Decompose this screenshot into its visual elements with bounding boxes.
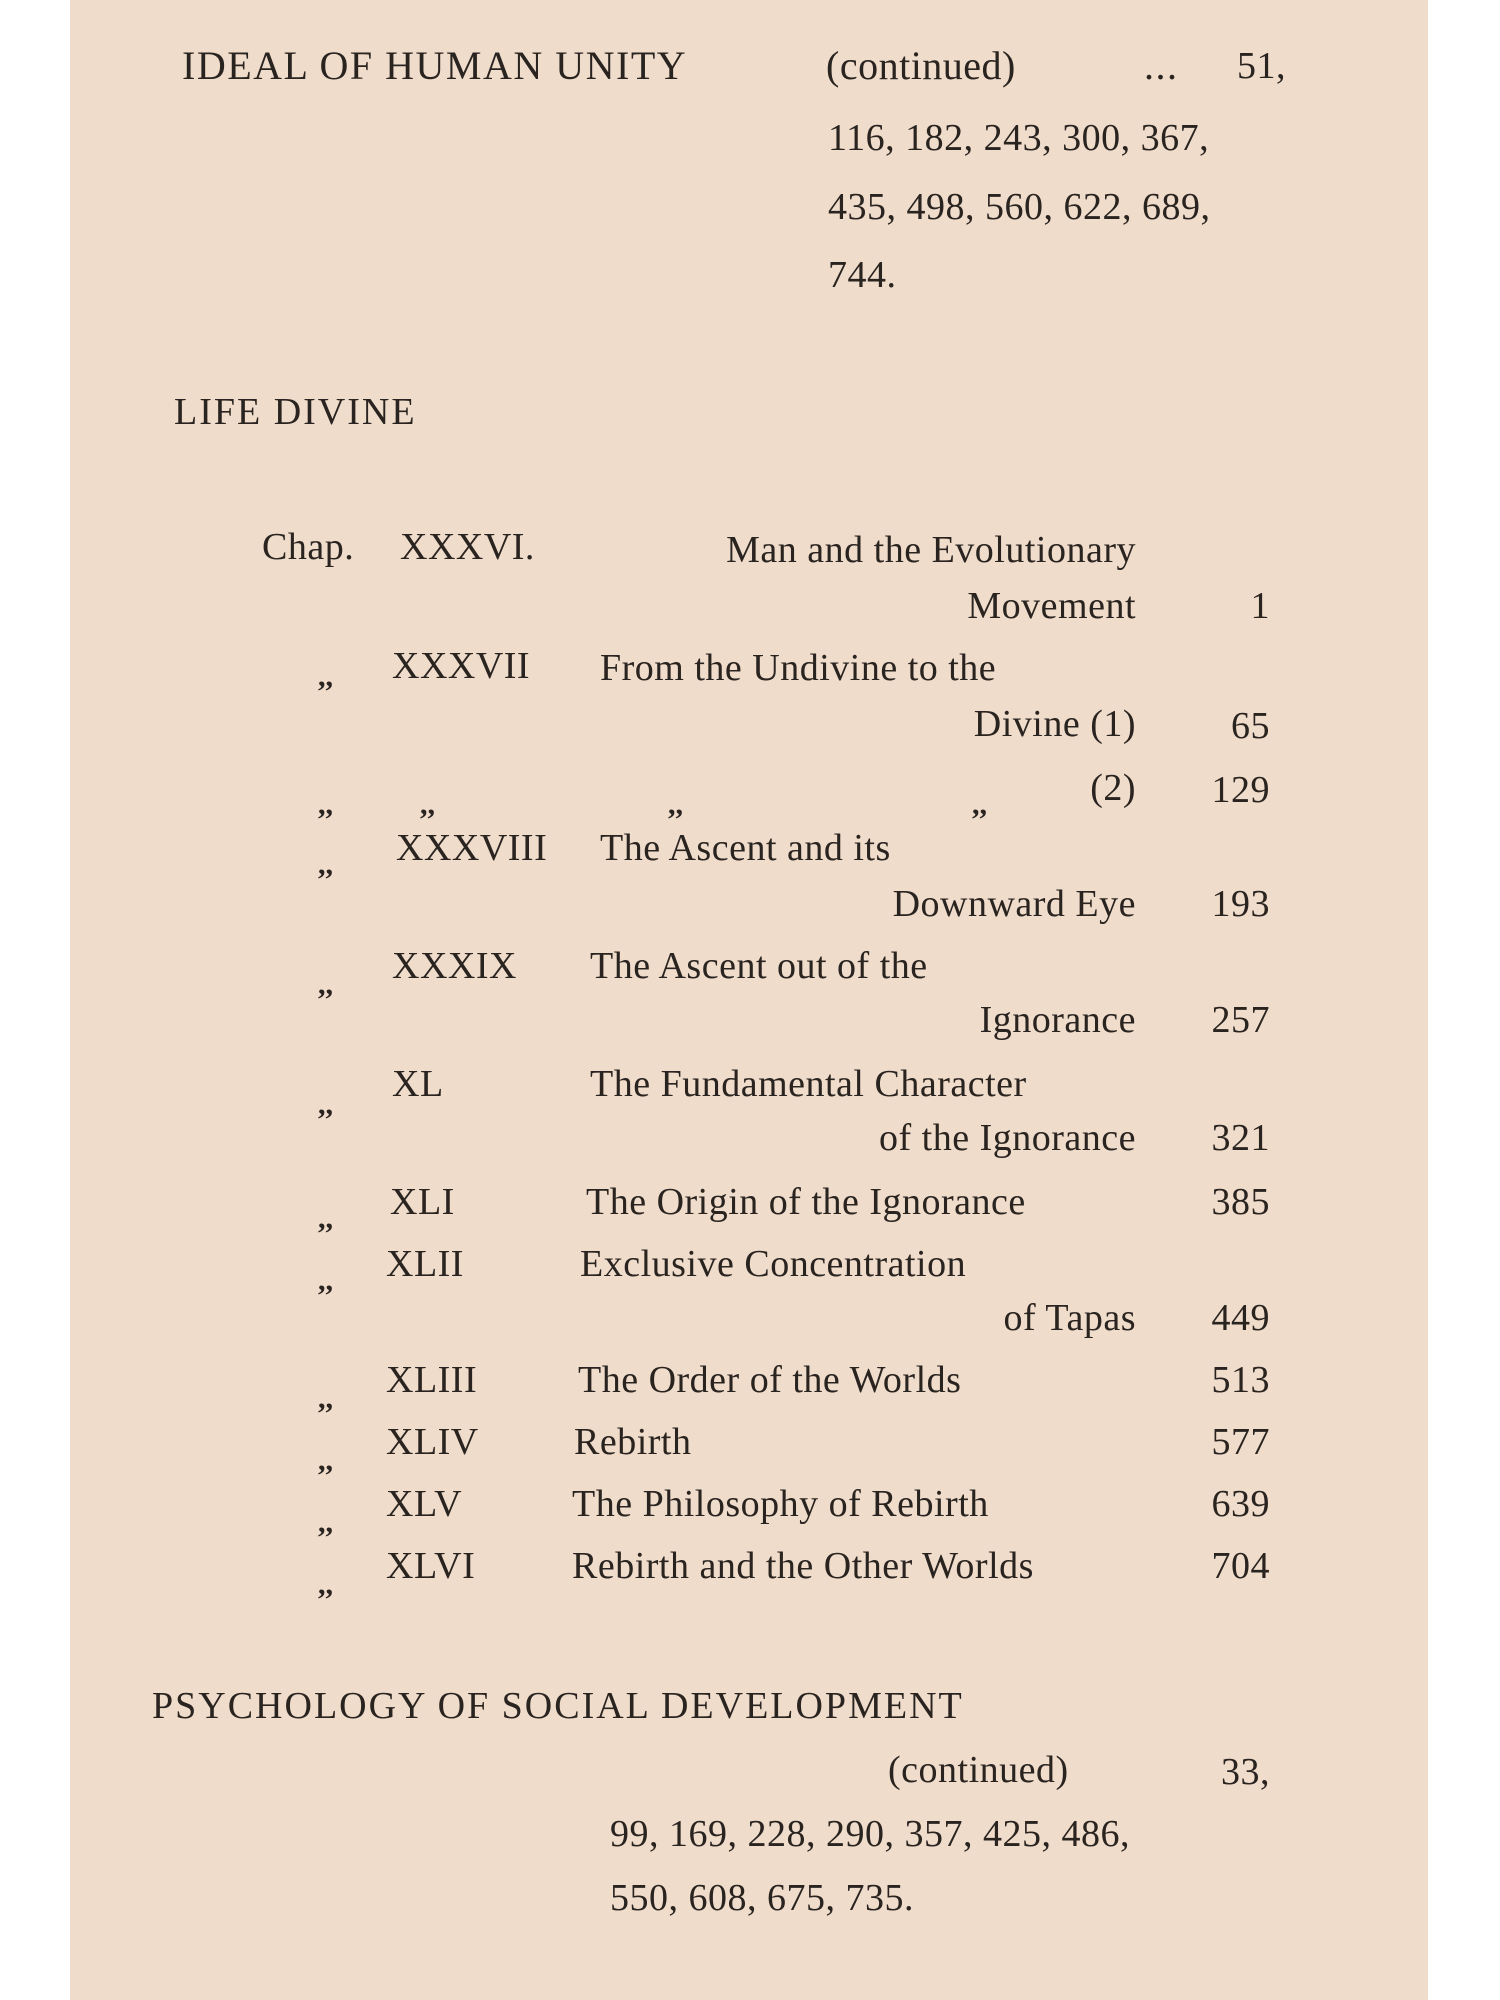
chapter-title-line: The Origin of the Ignorance: [586, 1181, 1026, 1223]
chapter-numeral: XLIV: [386, 1421, 479, 1463]
chapter-numeral: XXXVII: [392, 645, 531, 687]
chapter-numeral: XLIII: [386, 1359, 478, 1401]
chapter-page: 704: [1211, 1545, 1270, 1587]
chapter-title-line: (2): [1090, 767, 1136, 809]
chapter-title-line: of the Ignorance: [879, 1117, 1136, 1159]
chapter-page: 65: [1231, 705, 1270, 747]
chapter-numeral: XLV: [386, 1483, 463, 1525]
chapter-title-line: Ignorance: [979, 999, 1136, 1041]
ideal-pages-line-1: 51,: [1237, 45, 1286, 87]
chapter-numeral: XLI: [390, 1181, 455, 1223]
chapter-title-line: The Ascent out of the: [590, 945, 928, 987]
psychology-continued: (continued): [888, 1749, 1069, 1791]
ideal-pages-line-3: 435, 498, 560, 622, 689,: [828, 186, 1211, 228]
chapter-page: 639: [1211, 1483, 1270, 1525]
chapter-title-line: Man and the Evolutionary: [726, 529, 1136, 571]
chapter-title-line: Rebirth: [574, 1421, 692, 1463]
chapter-page: 321: [1211, 1117, 1270, 1159]
ideal-pages-line-4: 744.: [828, 254, 897, 296]
ditto-mark: ,,: [318, 1088, 333, 1121]
chapter-title-line: The Fundamental Character: [590, 1063, 1027, 1105]
ditto-mark: ,,: [668, 788, 683, 821]
ditto-mark: ,,: [318, 788, 333, 821]
ideal-continued: (continued): [826, 43, 1016, 88]
chapter-numeral: XLII: [386, 1243, 464, 1285]
ditto-mark: ,,: [318, 1264, 333, 1297]
ditto-mark: ,,: [318, 1506, 333, 1539]
chapter-title-line: Rebirth and the Other Worlds: [572, 1545, 1034, 1587]
ideal-pages-line-2: 116, 182, 243, 300, 367,: [828, 117, 1210, 159]
chapter-page: 513: [1211, 1359, 1270, 1401]
chapter-title-line: The Ascent and its: [600, 827, 891, 869]
chapter-page: 257: [1211, 999, 1270, 1041]
chapter-title-line: Divine (1): [973, 703, 1136, 745]
chapter-numeral: XLVI: [386, 1545, 476, 1587]
chapter-page: 193: [1211, 883, 1270, 925]
chapter-numeral: XL: [392, 1063, 444, 1105]
psychology-title: PSYCHOLOGY OF SOCIAL DEVELOPMENT: [152, 1685, 964, 1727]
ideal-title: IDEAL OF HUMAN UNITY: [182, 43, 688, 88]
chapter-title-line: The Order of the Worlds: [578, 1359, 962, 1401]
ditto-mark: ,,: [318, 1568, 333, 1601]
chapter-title-line: From the Undivine to the: [600, 647, 997, 689]
ditto-mark: ,,: [318, 968, 333, 1001]
ditto-mark: ,,: [972, 788, 987, 821]
ditto-mark: ,,: [318, 1202, 333, 1235]
ditto-mark: ,,: [318, 1444, 333, 1477]
chapter-numeral: XXXVIII: [396, 827, 548, 869]
life-divine-title: LIFE DIVINE: [174, 391, 417, 433]
chapter-page: 385: [1211, 1181, 1270, 1223]
ditto-mark: ,,: [318, 848, 333, 881]
ditto-mark: ,,: [318, 1382, 333, 1415]
chapter-title-line: Movement: [967, 585, 1136, 627]
chapter-title-line: Downward Eye: [892, 883, 1136, 925]
chap-label: Chap.: [262, 526, 355, 568]
chapter-title-line: The Philosophy of Rebirth: [572, 1483, 989, 1525]
ideal-leader: ...: [1144, 43, 1179, 88]
chapter-page: 449: [1211, 1297, 1270, 1339]
chapter-title-line: of Tapas: [1003, 1297, 1136, 1339]
psychology-pages-line-1: 33,: [1221, 1751, 1270, 1793]
chapter-page: 129: [1211, 769, 1270, 811]
chapter-page: 1: [1250, 585, 1270, 627]
psychology-pages-line-3: 550, 608, 675, 735.: [610, 1877, 914, 1919]
ditto-mark: ,,: [318, 660, 333, 693]
book-page: [70, 0, 1428, 2000]
psychology-pages-line-2: 99, 169, 228, 290, 357, 425, 486,: [610, 1813, 1130, 1855]
ditto-mark: ,,: [420, 788, 435, 821]
chapter-numeral: XXXIX: [392, 945, 517, 987]
chapter-title-line: Exclusive Concentration: [580, 1243, 967, 1285]
chapter-page: 577: [1211, 1421, 1270, 1463]
chapter-numeral: XXXVI.: [400, 526, 535, 568]
